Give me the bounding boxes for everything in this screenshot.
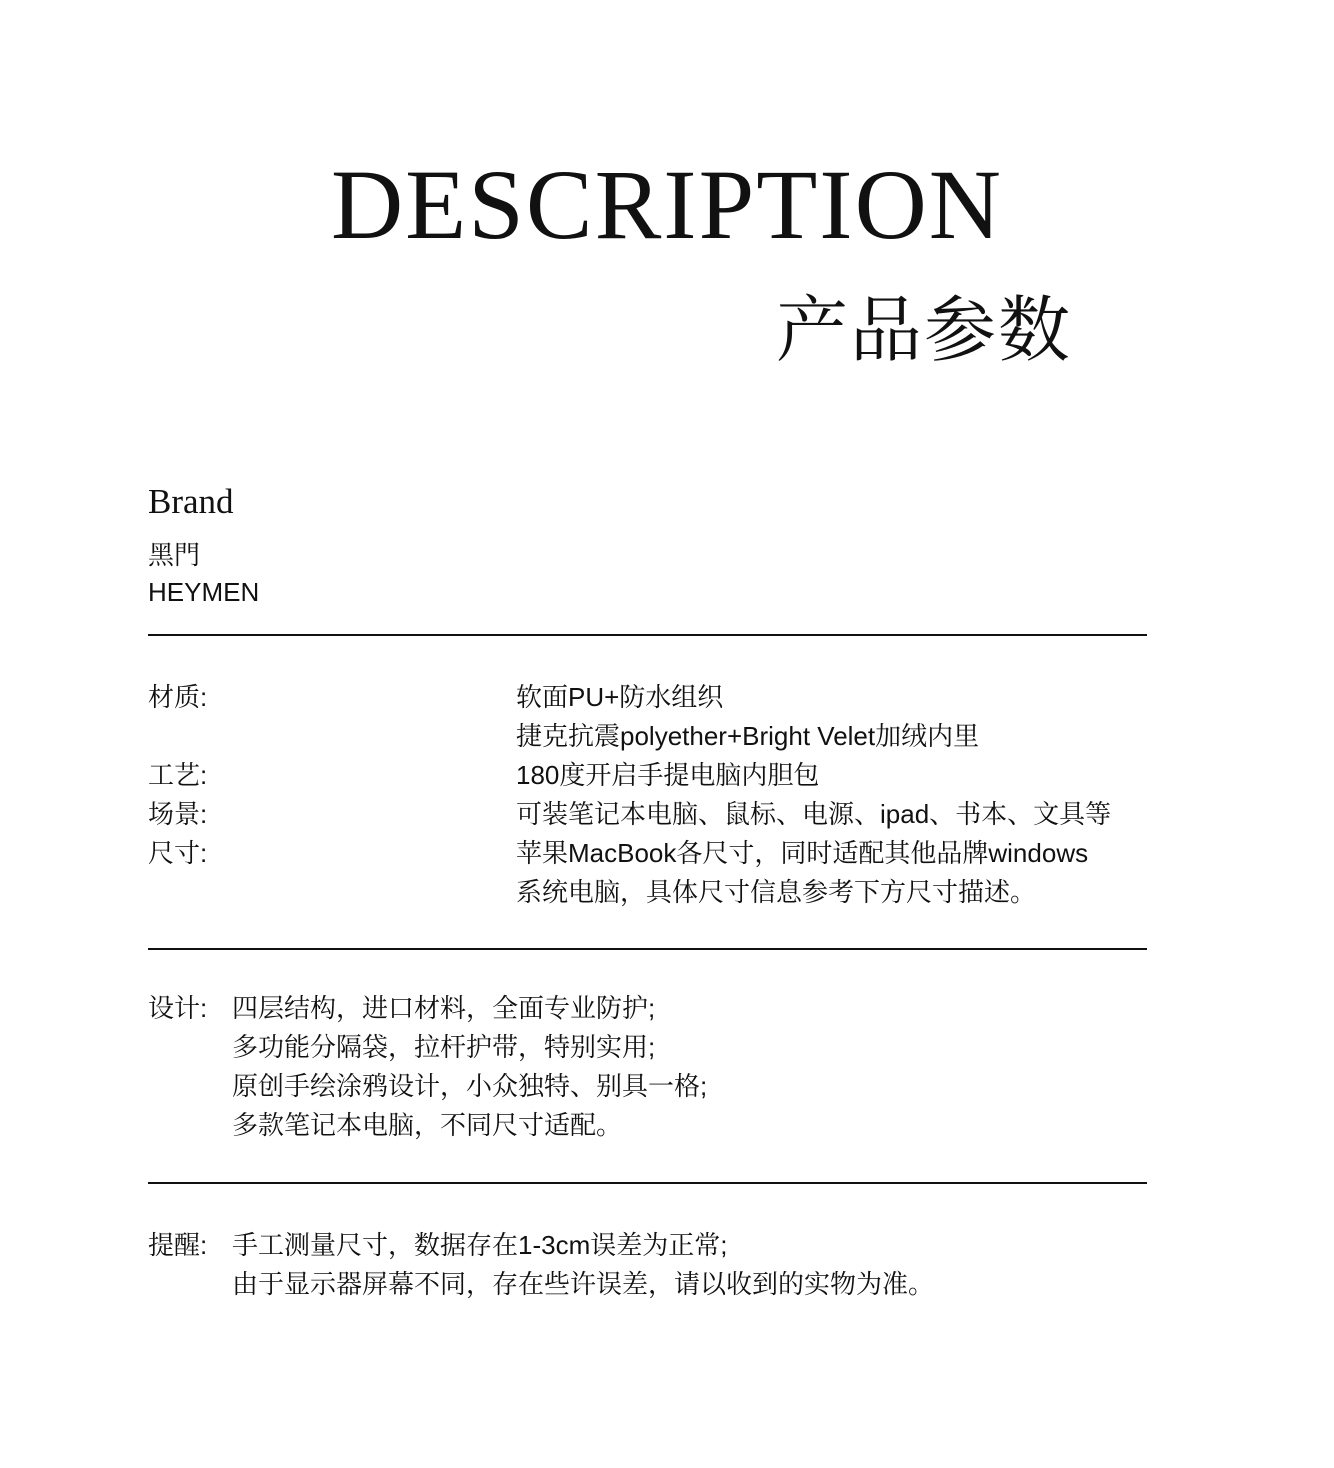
brand-label: Brand xyxy=(148,482,234,521)
spec-label-scene: 场景: xyxy=(148,799,208,829)
divider-rule xyxy=(148,634,1147,636)
brand-name-en: HEYMEN xyxy=(148,577,260,607)
spec-value-material-2: 捷克抗震polyether+Bright Velet加绒内里 xyxy=(516,721,980,751)
brand-name-cn: 黑門 xyxy=(148,540,201,570)
design-line-1: 四层结构，进口材料，全面专业防护; xyxy=(232,993,656,1023)
reminder-line-2: 由于显示器屏幕不同，存在些许误差，请以收到的实物为准。 xyxy=(232,1269,935,1299)
page-title: DESCRIPTION xyxy=(330,149,1004,260)
spec-label-craft: 工艺: xyxy=(148,760,208,790)
spec-value-craft: 180度开启手提电脑内胆包 xyxy=(516,760,820,790)
design-line-2: 多功能分隔袋，拉杆护带，特别实用; xyxy=(232,1032,656,1062)
reminder-label: 提醒: xyxy=(148,1230,208,1260)
design-line-3: 原创手绘涂鸦设计，小众独特、别具一格; xyxy=(232,1071,708,1101)
design-line-4: 多款笔记本电脑，不同尺寸适配。 xyxy=(232,1110,623,1140)
design-label: 设计: xyxy=(148,993,208,1023)
divider-rule xyxy=(148,948,1147,950)
spec-label-material: 材质: xyxy=(148,682,208,712)
reminder-line-1: 手工测量尺寸，数据存在1-3cm误差为正常; xyxy=(232,1230,728,1260)
spec-label-size: 尺寸: xyxy=(148,838,208,868)
spec-value-size-2: 系统电脑，具体尺寸信息参考下方尺寸描述。 xyxy=(516,877,1037,907)
spec-value-material-1: 软面PU+防水组织 xyxy=(516,682,724,712)
divider-rule xyxy=(148,1182,1147,1184)
page-subtitle: 产品参数 xyxy=(776,288,1073,372)
spec-value-scene: 可装笔记本电脑、鼠标、电源、ipad、书本、文具等 xyxy=(516,799,1112,829)
spec-value-size-1: 苹果MacBook各尺寸，同时适配其他品牌windows xyxy=(516,838,1089,868)
